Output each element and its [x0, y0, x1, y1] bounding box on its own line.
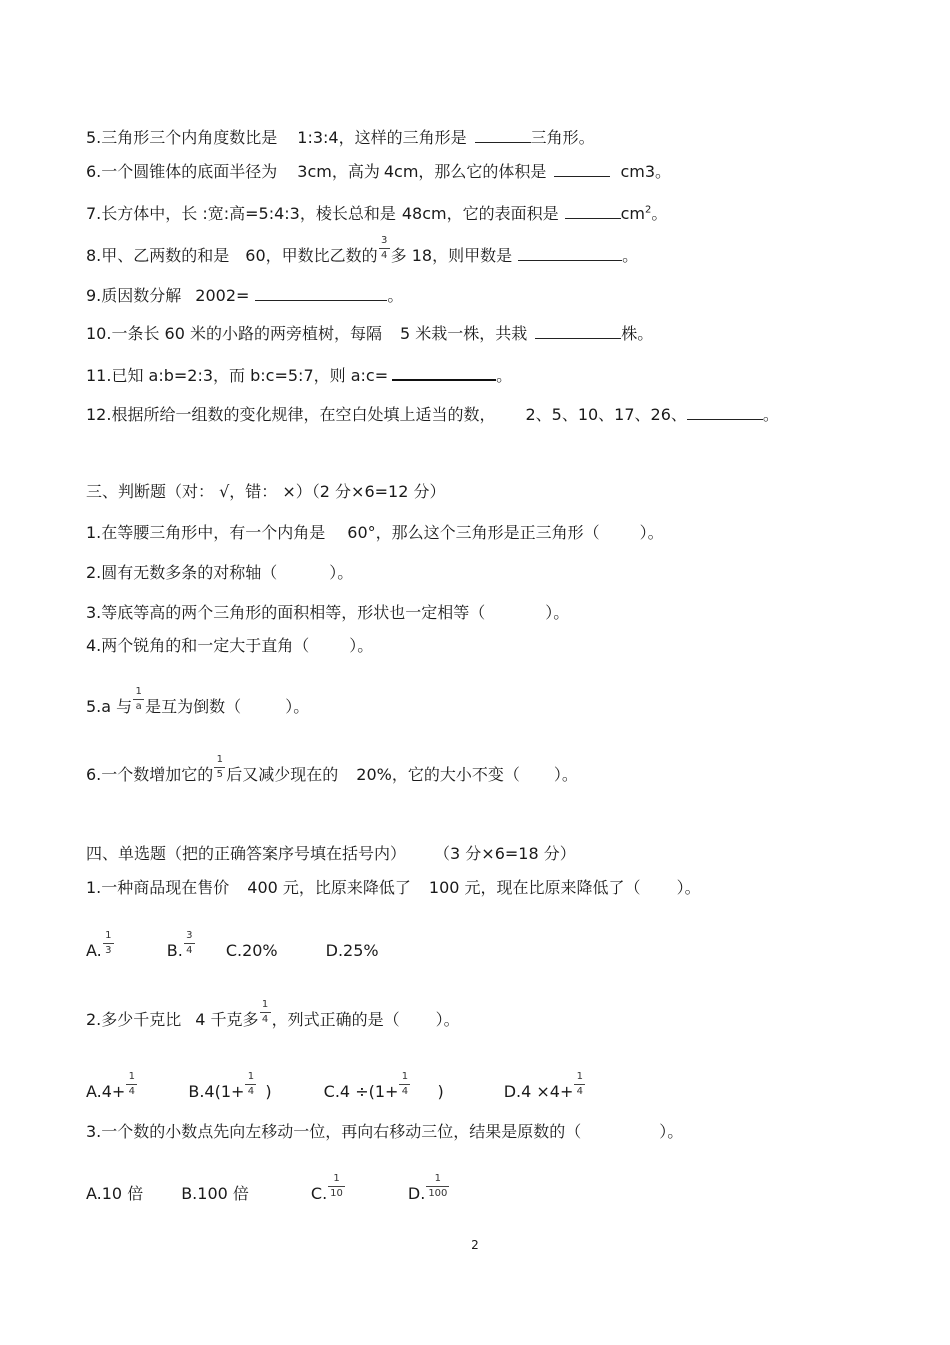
fill-q9: 9.质因数分解 2002= 。 — [86, 286, 404, 305]
fill-q12: 12.根据所给一组数的变化规律，在空白处填上适当的数， 2、5、10、17、26、 。 — [86, 405, 779, 424]
option-d[interactable]: D.4 ×4+ $\frac{1}{4}$ — [504, 1082, 587, 1101]
choice-q3-options — [86, 1173, 450, 1207]
judge-q4: 4.两个锐角的和一定大于直角（ ）。 — [86, 636, 374, 655]
choice-q1-stem: 1.一种商品现在售价 400 元，比原来降低了 100 元，现在比原来降低了（ ）。 — [86, 878, 701, 897]
fraction: $\frac{1}{a}$ — [134, 687, 143, 712]
choice-q2-options — [86, 1071, 586, 1105]
option-a[interactable]: A.10 倍 — [86, 1184, 144, 1203]
option-b[interactable]: B. $\frac{3}{4}$ — [167, 941, 196, 960]
fill-q10: 10.一条长 60 米的小路的两旁植树，每隔 5 米栽一株，共栽 株。 — [86, 324, 654, 343]
option-d[interactable]: D. $\frac{1}{100}$ — [407, 1173, 448, 1203]
fraction: $\frac{3}{4}$ — [380, 236, 389, 261]
judge-q2: 2.圆有无数多条的对称轴（ ）。 — [86, 563, 354, 582]
answer-blank[interactable] — [475, 128, 531, 143]
option-c[interactable]: C.20% — [225, 941, 278, 960]
option-b[interactable]: B.100 倍 — [181, 1184, 249, 1203]
option-a[interactable]: A.4+ $\frac{1}{4}$ — [86, 1082, 138, 1101]
judge-q1: 1.在等腰三角形中，有一个内角是 60°，那么这个三角形是正三角形（ ）。 — [86, 523, 664, 542]
judge-q3: 3.等底等高的两个三角形的面积相等，形状也一定相等（ ）。 — [86, 603, 570, 622]
answer-blank[interactable] — [687, 405, 763, 420]
section-judge-title: 三、判断题（对： √，错： ×）（2 分×6=12 分） — [86, 482, 446, 501]
answer-blank[interactable] — [535, 324, 621, 339]
fill-q5: 5.三角形三个内角度数比是 1:3:4，这样的三角形是 三角形。 — [86, 128, 595, 147]
fill-q6: 6.一个圆锥体的底面半径为 3cm，高为 4cm，那么它的体积是 cm3。 — [86, 162, 672, 181]
judge-q5: 5.a 与 $\frac{1}{a}$ 是互为倒数（ ）。 — [86, 686, 310, 716]
answer-blank[interactable] — [392, 365, 496, 381]
choice-q2-stem: 2.多少千克比 4 千克多 $\frac{1}{4}$ ，列式正确的是（ ）。 — [86, 999, 460, 1029]
option-b[interactable]: B.4(1+ $\frac{1}{4}$ ) — [188, 1071, 272, 1101]
page-number: 2 — [471, 1238, 479, 1252]
judge-q6: 6.一个数增加它的 $\frac{1}{5}$ 后又减少现在的 20%，它的大小不变（ ）。 — [86, 754, 578, 784]
option-d[interactable]: D.25% — [325, 941, 379, 960]
answer-blank[interactable] — [518, 246, 622, 261]
fill-q8: 8.甲、乙两数的和是 60，甲数比乙数的 $\frac{3}{4}$ 多 18，则甲数是 。 — [86, 235, 639, 265]
answer-blank[interactable] — [554, 162, 610, 177]
fill-q7: 7.长方体中，长 :宽:高=5:4:3，棱长总和是 48cm，它的表面积是 $cm^2$。 — [86, 204, 668, 223]
answer-blank[interactable] — [255, 286, 387, 301]
choice-q1-options — [86, 930, 379, 964]
answer-blank[interactable] — [565, 204, 621, 219]
fraction: $\frac{1}{5}$ — [215, 755, 224, 780]
section-choice-title: 四、单选题（把的正确答案序号填在括号内） （3 分×6=18 分） — [86, 844, 576, 863]
option-a[interactable]: A. $\frac{1}{3}$ — [86, 941, 115, 960]
fraction: $\frac{1}{4}$ — [261, 1000, 270, 1025]
option-c[interactable]: C. $\frac{1}{10}$ — [310, 1173, 343, 1203]
fill-q11: 11.已知 a:b=2:3，而 b:c=5:7，则 a:c= 。 — [86, 366, 513, 385]
choice-q3-stem: 3.一个数的小数点先向左移动一位，再向右移动三位，结果是原数的（ ）。 — [86, 1122, 684, 1141]
option-c[interactable]: C.4 ÷(1+ $\frac{1}{4}$ ) — [323, 1071, 444, 1101]
